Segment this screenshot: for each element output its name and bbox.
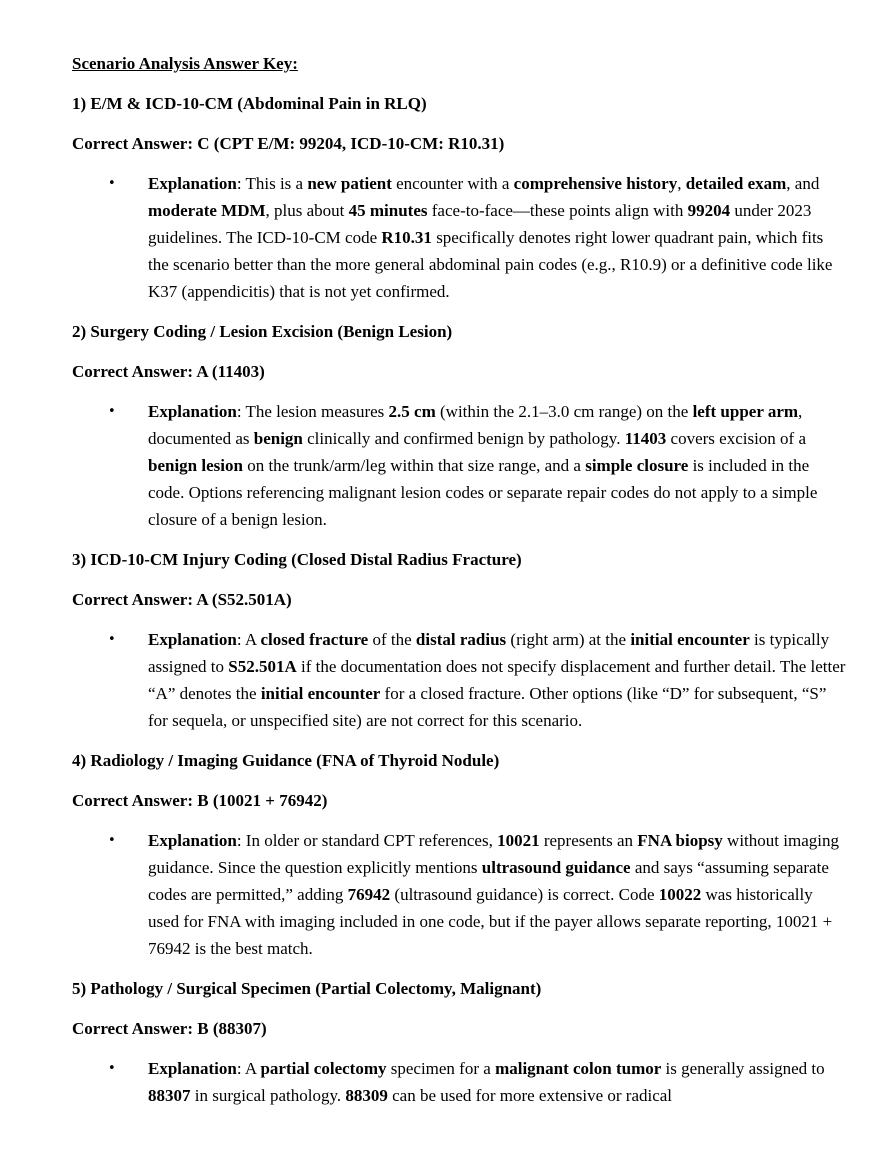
question-5-heading: 5) Pathology / Surgical Specimen (Partial Colectomy, Malignant) [72,979,542,998]
question-4-correct-answer: Correct Answer: B (10021 + 76942) [72,791,328,810]
explanation-text: Explanation: This is a new patient encounter with a comprehensive history, detailed exam, and moderate MDM, plus about 45 minutes face-to-face—these points align with 99204 under 2023 guidelines. The ICD-10-CM code R10.31 specifically denotes right lower quadrant pain, which fits the scenario better than the more general abdominal pain codes (e.g., R10.9) or a definitive code like K37 (appendicitis) that is not yet confirmed. [148,174,833,301]
question-5-explanation-list [72,1055,847,1109]
question-4-explanation-list [72,827,847,962]
question-2-explanation-list [72,398,847,533]
question-1-correct-answer: Correct Answer: C (CPT E/M: 99204, ICD-10-CM: R10.31) [72,134,505,153]
answer-section-4 [72,747,847,962]
question-2-correct-answer: Correct Answer: A (11403) [72,362,265,381]
bullet-icon: • [108,176,116,191]
question-3-heading: 3) ICD-10-CM Injury Coding (Closed Distal Radius Fracture) [72,550,522,569]
explanation-text: Explanation: A partial colectomy specimen for a malignant colon tumor is generally assigned to 88307 in surgical pathology. 88309 can be used for more extensive or radical [148,1059,825,1105]
question-1-heading: 1) E/M & ICD-10-CM (Abdominal Pain in RLQ) [72,94,427,113]
question-1-explanation-list [72,170,847,305]
bullet-icon: • [108,833,116,848]
bullet-icon: • [108,404,116,419]
explanation-text: Explanation: In older or standard CPT references, 10021 represents an FNA biopsy without imaging guidance. Since the question explicitly mentions ultrasound guidance and says “assuming separate codes are permitted,” adding 76942 (ultrasound guidance) is correct. Code 10022 was historically used for FNA with imaging included in one code, but if the payer allows separate reporting, 10021 + 76942 is the best match. [148,831,839,958]
answer-section-5 [72,975,847,1109]
answer-section-2 [72,318,847,533]
explanation-item [72,170,847,305]
bullet-icon: • [108,632,116,647]
answer-section-3 [72,546,847,734]
question-4-heading: 4) Radiology / Imaging Guidance (FNA of Thyroid Nodule) [72,751,500,770]
answer-section-1 [72,90,847,305]
question-3-explanation-list [72,626,847,734]
document-title: Scenario Analysis Answer Key: [72,54,298,73]
question-3-correct-answer: Correct Answer: A (S52.501A) [72,590,292,609]
question-2-heading: 2) Surgery Coding / Lesion Excision (Benign Lesion) [72,322,453,341]
bullet-icon: • [108,1061,116,1076]
explanation-item [72,1055,847,1109]
explanation-item [72,626,847,734]
explanation-item [72,827,847,962]
explanation-item [72,398,847,533]
explanation-text: Explanation: A closed fracture of the distal radius (right arm) at the initial encounter is typically assigned to S52.501A if the documentation does not specify displacement and further detail. The letter “A” denotes the initial encounter for a closed fracture. Other options (like “D” for subsequent, “S” for sequela, or unspecified site) are not correct for this scenario. [148,630,846,730]
question-5-correct-answer: Correct Answer: B (88307) [72,1019,267,1038]
explanation-text: Explanation: The lesion measures 2.5 cm (within the 2.1–3.0 cm range) on the left upper arm, documented as benign clinically and confirmed benign by pathology. 11403 covers excision of a benign lesion on the trunk/arm/leg within that size range, and a simple closure is included in the code. Options referencing malignant lesion codes or separate repair codes do not apply to a simple closure of a benign lesion. [148,402,818,529]
